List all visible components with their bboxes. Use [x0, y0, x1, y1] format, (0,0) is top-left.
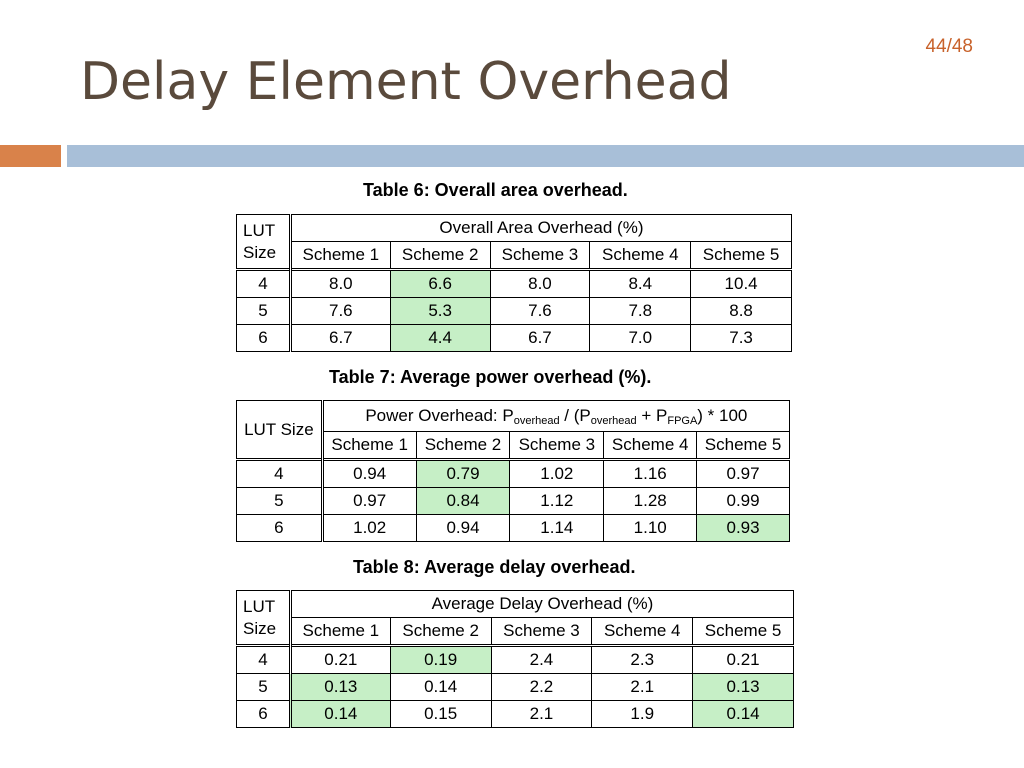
scheme-header: Scheme 3 — [510, 432, 604, 460]
power-formula-text: ) * 100 — [697, 405, 748, 425]
value-cell: 0.21 — [290, 646, 390, 674]
lut-cell: 5 — [237, 488, 323, 515]
value-cell: 0.97 — [697, 460, 790, 488]
value-cell: 4.4 — [390, 325, 490, 352]
value-cell: 0.99 — [697, 488, 790, 515]
table7-caption: Table 7: Average power overhead (%). — [329, 367, 652, 387]
scheme-header: Scheme 5 — [691, 242, 792, 270]
slide-title: Delay Element Overhead — [80, 52, 732, 112]
table8 — [236, 590, 794, 728]
value-cell: 10.4 — [691, 270, 792, 298]
value-cell: 1.14 — [510, 515, 604, 542]
scheme-header: Scheme 1 — [322, 432, 416, 460]
value-cell: 0.79 — [416, 460, 510, 488]
page-number: 44/48 — [925, 36, 973, 57]
value-cell: 0.19 — [390, 646, 491, 674]
value-cell: 6.7 — [290, 325, 390, 352]
value-cell: 2.2 — [491, 674, 592, 701]
power-formula-subscript: overhead — [513, 414, 560, 427]
lut-cell: 5 — [237, 298, 291, 325]
value-cell: 8.0 — [290, 270, 390, 298]
value-cell: 0.97 — [322, 488, 416, 515]
lut-cell: 6 — [237, 515, 323, 542]
lut-cell: 4 — [237, 646, 291, 674]
lut-cell: 6 — [237, 325, 291, 352]
value-cell: 7.6 — [490, 298, 590, 325]
value-cell: 0.14 — [390, 674, 491, 701]
value-cell: 0.93 — [697, 515, 790, 542]
value-cell: 1.12 — [510, 488, 604, 515]
value-cell: 1.02 — [510, 460, 604, 488]
table6-caption: Table 6: Overall area overhead. — [363, 180, 628, 200]
value-cell: 7.0 — [590, 325, 691, 352]
value-cell: 7.3 — [691, 325, 792, 352]
power-formula-text: Power Overhead: P — [365, 405, 514, 425]
value-cell: 0.94 — [322, 460, 416, 488]
value-cell: 1.9 — [592, 701, 693, 728]
value-cell: 2.1 — [491, 701, 592, 728]
value-cell: 0.94 — [416, 515, 510, 542]
scheme-header: Scheme 2 — [390, 242, 490, 270]
table7 — [236, 400, 790, 542]
lut-cell: 6 — [237, 701, 291, 728]
power-formula-subscript: overhead — [590, 414, 637, 427]
value-cell: 1.02 — [322, 515, 416, 542]
value-cell: 8.4 — [590, 270, 691, 298]
value-cell: 6.6 — [390, 270, 490, 298]
table-row — [237, 298, 792, 325]
value-cell: 0.84 — [416, 488, 510, 515]
value-cell: 1.28 — [604, 488, 697, 515]
power-formula-text: + P — [636, 405, 668, 425]
table-row — [237, 674, 794, 701]
value-cell: 2.3 — [592, 646, 693, 674]
value-cell: 0.13 — [693, 674, 794, 701]
lut-size-header: LUT Size — [237, 591, 291, 646]
scheme-header: Scheme 1 — [290, 242, 390, 270]
table-row — [237, 488, 790, 515]
value-cell: 0.15 — [390, 701, 491, 728]
scheme-header: Scheme 5 — [693, 618, 794, 646]
lut-size-header: LUT Size — [237, 401, 323, 460]
value-cell: 8.0 — [490, 270, 590, 298]
lut-cell: 4 — [237, 270, 291, 298]
value-cell: 1.16 — [604, 460, 697, 488]
table8-caption: Table 8: Average delay overhead. — [353, 557, 636, 577]
accent-bar-blue — [67, 145, 1024, 167]
table-row — [237, 646, 794, 674]
scheme-header: Scheme 4 — [592, 618, 693, 646]
table-row — [237, 460, 790, 488]
lut-cell: 5 — [237, 674, 291, 701]
scheme-header: Scheme 2 — [416, 432, 510, 460]
value-cell: 2.4 — [491, 646, 592, 674]
value-cell: 0.14 — [693, 701, 794, 728]
table6-group-header: Overall Area Overhead (%) — [290, 215, 791, 242]
scheme-header: Scheme 2 — [390, 618, 491, 646]
lut-cell: 4 — [237, 460, 323, 488]
value-cell: 1.10 — [604, 515, 697, 542]
value-cell: 2.1 — [592, 674, 693, 701]
value-cell: 7.6 — [290, 298, 390, 325]
value-cell: 6.7 — [490, 325, 590, 352]
scheme-header: Scheme 1 — [290, 618, 390, 646]
scheme-header: Scheme 4 — [590, 242, 691, 270]
value-cell: 7.8 — [590, 298, 691, 325]
table-row — [237, 701, 794, 728]
table6 — [236, 214, 792, 352]
value-cell: 0.21 — [693, 646, 794, 674]
table8-group-header: Average Delay Overhead (%) — [290, 591, 793, 618]
value-cell: 5.3 — [390, 298, 490, 325]
scheme-header: Scheme 5 — [697, 432, 790, 460]
power-formula-text: / (P — [559, 405, 591, 425]
value-cell: 0.13 — [290, 674, 390, 701]
value-cell: 0.14 — [290, 701, 390, 728]
table7-group-header — [322, 401, 789, 432]
scheme-header: Scheme 3 — [490, 242, 590, 270]
lut-size-header: LUT Size — [237, 215, 291, 270]
scheme-header: Scheme 4 — [604, 432, 697, 460]
table-row — [237, 515, 790, 542]
table-row — [237, 270, 792, 298]
value-cell: 8.8 — [691, 298, 792, 325]
accent-bar-orange — [0, 145, 61, 167]
scheme-header: Scheme 3 — [491, 618, 592, 646]
table-row — [237, 325, 792, 352]
power-formula-subscript: FPGA — [667, 414, 698, 427]
